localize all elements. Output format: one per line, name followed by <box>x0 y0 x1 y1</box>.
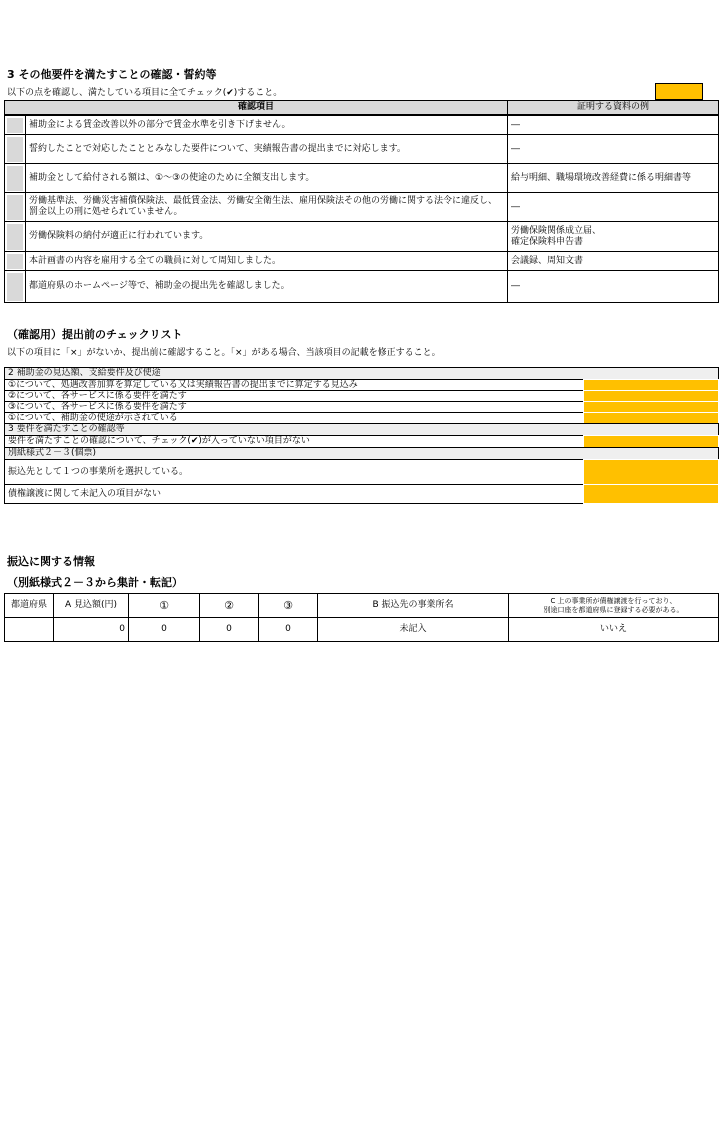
checklist-section-header: 3 要件を満たすことの確認等 <box>4 423 719 436</box>
checklist-item: 要件を満たすことの確認について、チェック(✔)が入っていない項目がない <box>4 435 584 448</box>
value-amount: 0 <box>53 617 129 642</box>
checklist-item: ②について、各サービスに係る要件を満たす <box>4 390 584 402</box>
value-item-1: 0 <box>128 617 200 642</box>
checklist-item: ①について、処遇改善加算を算定している又は実績報告書の提出までに算定する見込み <box>4 379 584 391</box>
section3-instruction: 以下の点を確認し、満たしている項目に全てチェック(✔)すること。 <box>7 88 283 98</box>
confirm-item-text: 都道府県のホームページ等で、補助金の提出先を確認しました。 <box>25 270 508 303</box>
header-item-1: ① <box>128 593 200 618</box>
checkbox[interactable] <box>7 195 23 220</box>
confirm-item-text: 補助金による賃金改善以外の部分で賃金水準を引き下げません。 <box>25 115 508 135</box>
proof-doc-text: ― <box>507 192 719 222</box>
value-item-3: 0 <box>258 617 318 642</box>
proof-doc-text: ― <box>507 115 719 135</box>
checklist-status-cell <box>583 459 719 485</box>
checklist-status-cell <box>583 484 719 504</box>
value-office-name: 未記入 <box>317 617 509 642</box>
header-confirm-item: 確認項目 <box>4 100 508 115</box>
checkbox[interactable] <box>7 254 23 269</box>
checkbox[interactable] <box>7 166 23 191</box>
section3-status-cell <box>655 83 703 100</box>
checklist-section-header: 別紙様式２－３(個票) <box>4 447 719 460</box>
check-cell[interactable] <box>4 270 26 303</box>
confirm-item-text: 本計画書の内容を雇用する全ての職員に対して周知しました。 <box>25 251 508 271</box>
header-item-3: ③ <box>258 593 318 618</box>
header-proof-doc: 証明する資料の例 <box>507 100 719 115</box>
checklist-item: ③について、各サービスに係る要件を満たす <box>4 401 584 413</box>
checkbox[interactable] <box>7 224 23 250</box>
checklist-table <box>4 367 719 530</box>
header-amount: A 見込額(円) <box>53 593 129 618</box>
checklist-section-header: 2 補助金の見込額、支給要件及び使途 <box>4 367 719 380</box>
check-cell[interactable] <box>4 192 26 222</box>
proof-doc-text: 給与明細、職場環境改善経費に係る明細書等 <box>507 163 719 193</box>
proof-doc-text: 労働保険関係成立届、 確定保険料申告書 <box>507 221 719 252</box>
confirm-item-text: 労働保険料の納付が適正に行われています。 <box>25 221 508 252</box>
check-cell[interactable] <box>4 134 26 164</box>
section3-title: 3 その他要件を満たすことの確認・誓約等 <box>7 68 217 81</box>
transfer-title: 振込に関する情報 <box>7 555 95 568</box>
transfer-table <box>4 593 719 642</box>
transfer-subtitle: （別紙様式２－３から集計・転記） <box>7 576 183 589</box>
confirm-item-text: 誓約したことで対応したこととみなした要件について、実績報告書の提出までに対応します。 <box>25 134 508 164</box>
check-cell[interactable] <box>4 163 26 193</box>
checklist-instruction: 以下の項目に「×」がないか、提出前に確認すること。「×」がある場合、当該項目の記載を修正すること。 <box>7 348 441 358</box>
check-cell[interactable] <box>4 115 26 135</box>
checkbox[interactable] <box>7 273 23 301</box>
proof-doc-text: ― <box>507 134 719 164</box>
confirm-item-text: 補助金として給付される額は、①～③の使途のために全額支出します。 <box>25 163 508 193</box>
proof-doc-text: ― <box>507 270 719 303</box>
checklist-item: 振込先として１つの事業所を選択している。 <box>4 459 584 485</box>
header-item-2: ② <box>199 593 259 618</box>
header-prefecture: 都道府県 <box>4 593 54 618</box>
checklist-item: ①について、補助金の使途が示されている <box>4 412 584 424</box>
checklist-title: （確認用）提出前のチェックリスト <box>7 328 183 341</box>
proof-doc-text: 会議録、周知文書 <box>507 251 719 271</box>
header-transfer-note <box>508 593 719 618</box>
value-transfer-note: いいえ <box>508 617 719 642</box>
check-cell[interactable] <box>4 221 26 252</box>
header-office-name: B 振込先の事業所名 <box>317 593 509 618</box>
value-item-2: 0 <box>199 617 259 642</box>
header-transfer-note-line1: C 上の事業所が債権譲渡を行っており、 <box>550 596 677 605</box>
check-cell[interactable] <box>4 251 26 271</box>
value-prefecture[interactable] <box>4 617 54 642</box>
confirm-item-text: 労働基準法、労働災害補償保険法、最低賃金法、労働安全衛生法、雇用保険法その他の労働に関する法令に違反し、罰金以上の刑に処せられていません。 <box>25 192 508 222</box>
checkbox[interactable] <box>7 118 23 133</box>
section3-table <box>4 100 719 312</box>
checkbox[interactable] <box>7 137 23 162</box>
header-transfer-note-line2: 別途口座を都道府県に登録する必要がある。 <box>543 605 684 614</box>
checklist-item: 債権譲渡に関して未記入の項目がない <box>4 484 584 504</box>
